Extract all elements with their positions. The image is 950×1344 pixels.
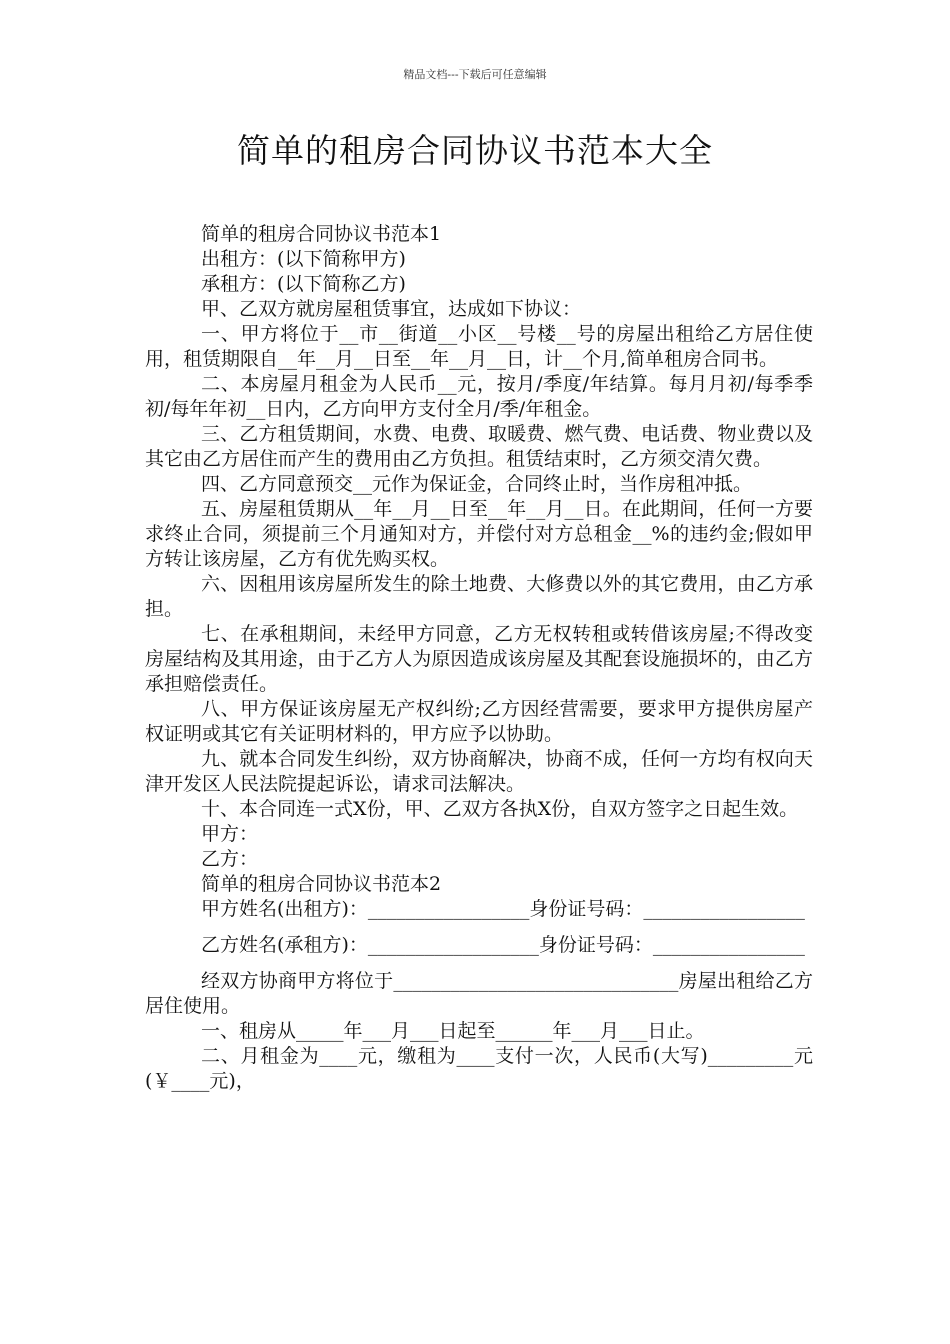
clause-6: 六、因租用该房屋所发生的除土地费、大修费以外的其它费用，由乙方承担。: [145, 573, 813, 620]
clause-8: 八、甲方保证该房屋无产权纠纷;乙方因经营需要，要求甲方提供房屋产权证明或其它有关证明材料的，甲方应予以协助。: [145, 698, 813, 745]
section-heading: 简单的租房合同协议书范本1: [201, 223, 442, 245]
clause-5: 五、房屋租赁期从__年__月__日至__年__月__日。在此期间，任何一方要求终止合同，须提前三个月通知对方，并偿付对方总租金__%的违约金;假如甲方转让该房屋，乙方有优先购买权。: [145, 498, 813, 570]
clause-3: 三、乙方租赁期间，水费、电费、取暖费、燃气费、电话费、物业费以及其它由乙方居住而产生的费用由乙方负担。租赁结束时，乙方须交清欠费。: [145, 423, 813, 470]
header-note: 精品文档---下载后可任意编辑: [403, 68, 547, 81]
document-body: [145, 222, 813, 1094]
clause-9: 九、就本合同发生纠纷，双方协商解决，协商不成，任何一方均有权向天津开发区人民法院提起诉讼，请求司法解决。: [145, 748, 813, 795]
lessor-line: 出租方：(以下简称甲方): [201, 248, 406, 270]
clause-2: 二、本房屋月租金为人民币__元，按月/季度/年结算。每月月初/每季季初/每年年初__日内，乙方向甲方支付全月/季/年租金。: [145, 373, 813, 420]
party-b-name-id: 乙方姓名(承租方)：__________________身份证号码：________________: [201, 934, 805, 956]
party-a-signature: 甲方：: [201, 823, 259, 845]
party-b-signature: 乙方：: [201, 848, 259, 870]
rental-period: 一、租房从_____年___月___日起至______年___月___日止。: [201, 1020, 705, 1042]
monthly-rent: 二、月租金为____元，缴租为____支付一次，人民币(大写)_________元(￥____元)，: [145, 1045, 813, 1092]
clause-10: 十、本合同连一式X份，甲、乙双方各执X份，自双方签字之日起生效。: [201, 798, 799, 820]
clause-7: 七、在承租期间，未经甲方同意，乙方无权转租或转借该房屋;不得改变房屋结构及其用途，由于乙方人为原因造成该房屋及其配套设施损坏的，由乙方承担赔偿责任。: [145, 623, 813, 695]
lessee-line: 承租方：(以下简称乙方): [201, 273, 406, 295]
clause-1: 一、甲方将位于__市__街道__小区__号楼__号的房屋出租给乙方居住使用，租赁期限自__年__月__日至__年__月__日，计__个月,简单租房合同书。: [145, 323, 813, 370]
property-location: 经双方协商甲方将位于______________________________房屋出租给乙方居住使用。: [145, 970, 813, 1017]
section-heading-2: 简单的租房合同协议书范本2: [201, 873, 442, 895]
party-a-name-id: 甲方姓名(出租方)：_________________身份证号码：_________________: [201, 898, 805, 920]
document-title: 简单的租房合同协议书范本大全: [237, 131, 713, 170]
agreement-intro: 甲、乙双方就房屋租赁事宜，达成如下协议：: [201, 298, 582, 320]
clause-4: 四、乙方同意预交__元作为保证金，合同终止时，当作房租冲抵。: [201, 473, 753, 495]
